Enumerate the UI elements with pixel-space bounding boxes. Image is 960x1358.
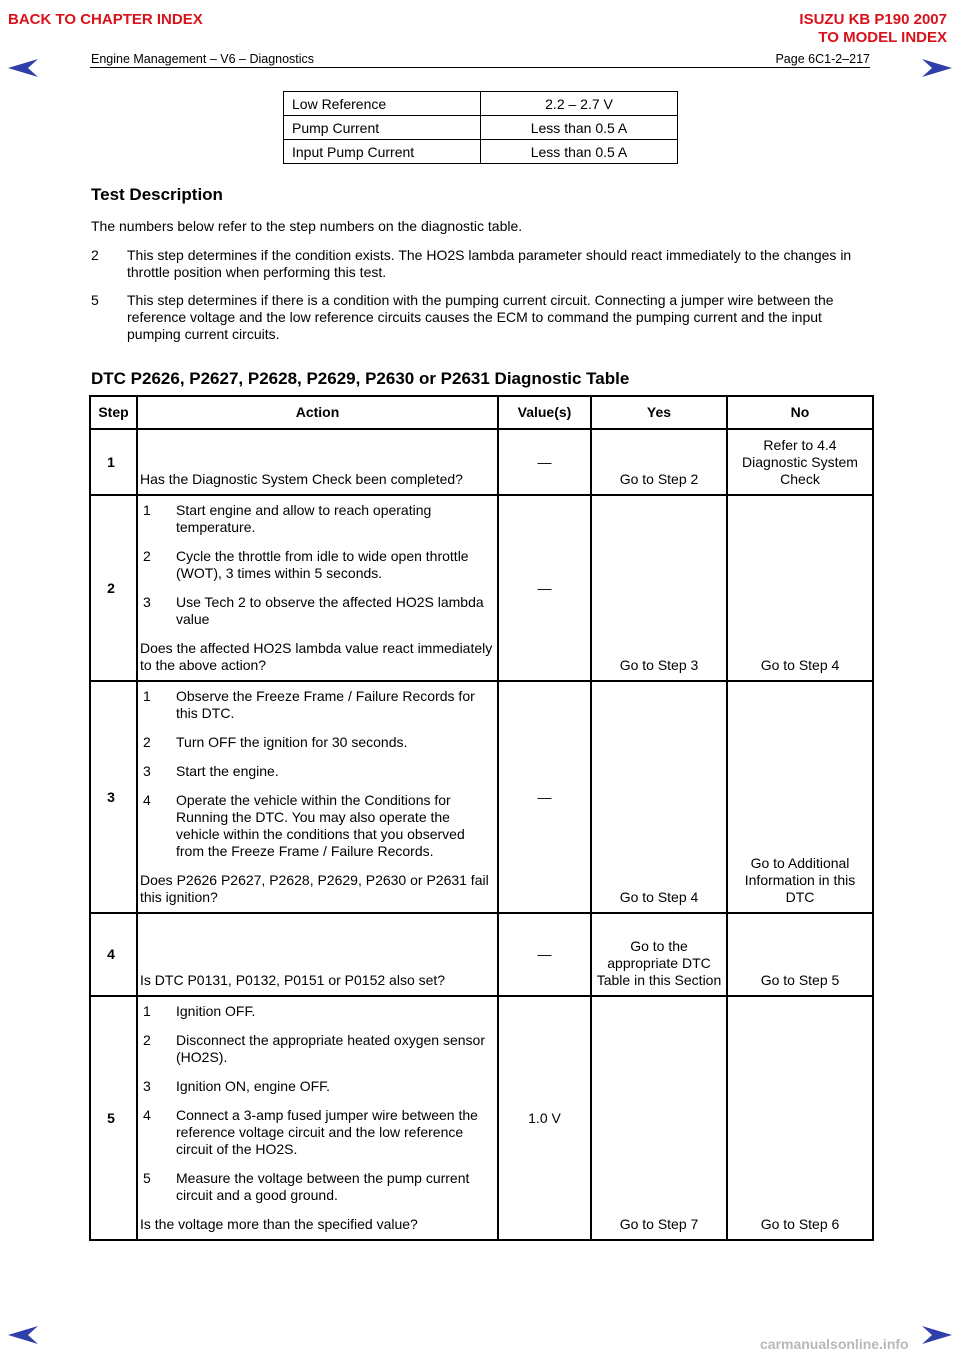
spec-label: Low Reference <box>284 92 481 116</box>
next-page-bottom-arrow-icon[interactable] <box>922 1326 952 1344</box>
action-step-text: Ignition ON, engine OFF. <box>176 1078 331 1094</box>
action-step-item <box>140 792 493 860</box>
to-model-index-link[interactable]: TO MODEL INDEX <box>818 29 947 46</box>
item-number: 5 <box>91 292 99 308</box>
step-value: — <box>498 495 591 681</box>
action-step-number: 1 <box>143 688 151 704</box>
diagnostic-table-title: DTC P2626, P2627, P2628, P2629, P2630 or P2631 Diagnostic Table <box>91 369 630 388</box>
spec-table <box>283 91 678 164</box>
step-number: 3 <box>90 681 137 913</box>
model-index-block <box>799 11 947 47</box>
action-content <box>140 502 493 674</box>
step-value: — <box>498 913 591 996</box>
diagnostic-row-step-2 <box>90 495 873 681</box>
watermark: carmanualsonline.info <box>760 1336 909 1352</box>
action-step-text: Measure the voltage between the pump current circuit and a good ground. <box>176 1170 470 1203</box>
test-description-item <box>91 292 871 343</box>
action-question: Is DTC P0131, P0132, P0151 or P0152 also set? <box>140 972 446 988</box>
test-description-title: Test Description <box>91 185 223 204</box>
step-value: — <box>498 681 591 913</box>
header-yes: Yes <box>591 396 727 429</box>
action-content <box>140 688 493 906</box>
header-action: Action <box>137 396 498 429</box>
diagnostic-row-step-4 <box>90 913 873 996</box>
page-number: Page 6C1-2–217 <box>775 52 870 66</box>
step-value: — <box>498 429 591 495</box>
action-content <box>140 436 493 488</box>
back-to-chapter-index-link[interactable]: BACK TO CHAPTER INDEX <box>8 11 203 28</box>
action-question: Has the Diagnostic System Check been completed? <box>140 471 463 487</box>
action-step-item <box>140 548 493 582</box>
action-step-text: Operate the vehicle within the Conditions for Running the DTC. You may also operate the vehicle within the conditions that you observed from the Freeze Frame / Failure Records. <box>176 792 465 859</box>
action-step-number: 2 <box>143 734 151 750</box>
action-step-number: 3 <box>143 763 151 779</box>
action-steps <box>140 688 493 872</box>
step-number: 2 <box>90 495 137 681</box>
action-step-number: 3 <box>143 594 151 610</box>
item-number: 2 <box>91 247 99 263</box>
test-description-list <box>91 247 871 354</box>
diagnostic-row-step-5 <box>90 996 873 1240</box>
action-step-item <box>140 1078 493 1095</box>
diagnostic-table-header <box>90 396 873 429</box>
header-values: Value(s) <box>498 396 591 429</box>
action-step-text: Ignition OFF. <box>176 1003 256 1019</box>
model-title: ISUZU KB P190 2007 <box>799 11 947 28</box>
diagnostic-table <box>89 395 874 1241</box>
action-step-number: 4 <box>143 792 151 808</box>
step-no-result: Go to Additional Information in this DTC <box>727 681 873 913</box>
step-action <box>137 681 498 913</box>
step-no-result: Go to Step 5 <box>727 913 873 996</box>
header-divider <box>90 67 870 68</box>
action-step-text: Connect a 3-amp fused jumper wire between the reference voltage circuit and the low reference circuit of the HO2S. <box>176 1107 478 1157</box>
action-step-item <box>140 763 493 780</box>
step-yes-result: Go to Step 3 <box>591 495 727 681</box>
action-step-item <box>140 1170 493 1204</box>
action-content <box>140 920 493 989</box>
step-no-result: Refer to 4.4 Diagnostic System Check <box>727 429 873 495</box>
step-yes-result: Go to Step 4 <box>591 681 727 913</box>
spec-label: Pump Current <box>284 116 481 140</box>
action-question: Is the voltage more than the specified value? <box>140 1216 418 1232</box>
action-steps <box>140 502 493 640</box>
step-no-result: Go to Step 4 <box>727 495 873 681</box>
step-number: 4 <box>90 913 137 996</box>
prev-page-arrow-icon[interactable] <box>8 59 38 77</box>
action-step-item <box>140 734 493 751</box>
spec-value: Less than 0.5 A <box>481 140 678 164</box>
spec-label: Input Pump Current <box>284 140 481 164</box>
step-yes-result: Go to Step 2 <box>591 429 727 495</box>
test-description-intro: The numbers below refer to the step numbers on the diagnostic table. <box>91 218 523 234</box>
action-steps <box>140 1003 493 1216</box>
action-step-number: 2 <box>143 1032 151 1048</box>
spec-value: 2.2 – 2.7 V <box>481 92 678 116</box>
action-step-number: 4 <box>143 1107 151 1123</box>
spec-row <box>284 116 678 140</box>
action-step-text: Turn OFF the ignition for 30 seconds. <box>176 734 408 750</box>
step-yes-result: Go to Step 7 <box>591 996 727 1240</box>
action-step-item <box>140 1032 493 1066</box>
step-action <box>137 429 498 495</box>
action-step-item <box>140 688 493 722</box>
action-step-text: Start engine and allow to reach operating temperature. <box>176 502 432 535</box>
action-step-item <box>140 1003 493 1020</box>
next-page-arrow-icon[interactable] <box>922 59 952 77</box>
action-question: Does the affected HO2S lambda value react immediately to the above action? <box>140 640 493 673</box>
action-step-number: 1 <box>143 1003 151 1019</box>
action-step-number: 1 <box>143 502 151 518</box>
action-step-number: 3 <box>143 1078 151 1094</box>
header-no: No <box>727 396 873 429</box>
action-step-text: Cycle the throttle from idle to wide open throttle (WOT), 3 times within 5 seconds. <box>176 548 469 581</box>
step-number: 5 <box>90 996 137 1240</box>
action-step-number: 5 <box>143 1170 151 1186</box>
action-question: Does P2626 P2627, P2628, P2629, P2630 or P2631 fail this ignition? <box>140 872 489 905</box>
spec-row <box>284 140 678 164</box>
page-header-title: Engine Management – V6 – Diagnostics <box>91 52 315 66</box>
action-step-text: Use Tech 2 to observe the affected HO2S lambda value <box>176 594 484 627</box>
step-number: 1 <box>90 429 137 495</box>
step-value: 1.0 V <box>498 996 591 1240</box>
action-step-item <box>140 594 493 628</box>
test-description-item <box>91 247 871 281</box>
header-step: Step <box>90 396 137 429</box>
step-action <box>137 996 498 1240</box>
step-action <box>137 913 498 996</box>
step-action <box>137 495 498 681</box>
prev-page-bottom-arrow-icon[interactable] <box>8 1326 38 1344</box>
diagnostic-row-step-3 <box>90 681 873 913</box>
action-step-text: Start the engine. <box>176 763 279 779</box>
step-no-result: Go to Step 6 <box>727 996 873 1240</box>
action-content <box>140 1003 493 1233</box>
diagnostic-row-step-1 <box>90 429 873 495</box>
action-step-item <box>140 1107 493 1158</box>
item-text: This step determines if there is a condition with the pumping current circuit. Connecting a jumper wire between the reference voltage and the low reference circuits causes the ECM to command the pumping current and the input pumping current circuits. <box>127 292 834 342</box>
item-text: This step determines if the condition exists. The HO2S lambda parameter should react immediately to the changes in throttle position when performing this test. <box>127 247 852 280</box>
step-yes-result: Go to the appropriate DTC Table in this Section <box>591 913 727 996</box>
spec-value: Less than 0.5 A <box>481 116 678 140</box>
action-step-number: 2 <box>143 548 151 564</box>
action-step-text: Observe the Freeze Frame / Failure Records for this DTC. <box>176 688 475 721</box>
action-step-text: Disconnect the appropriate heated oxygen sensor (HO2S). <box>176 1032 485 1065</box>
spec-row <box>284 92 678 116</box>
action-step-item <box>140 502 493 536</box>
